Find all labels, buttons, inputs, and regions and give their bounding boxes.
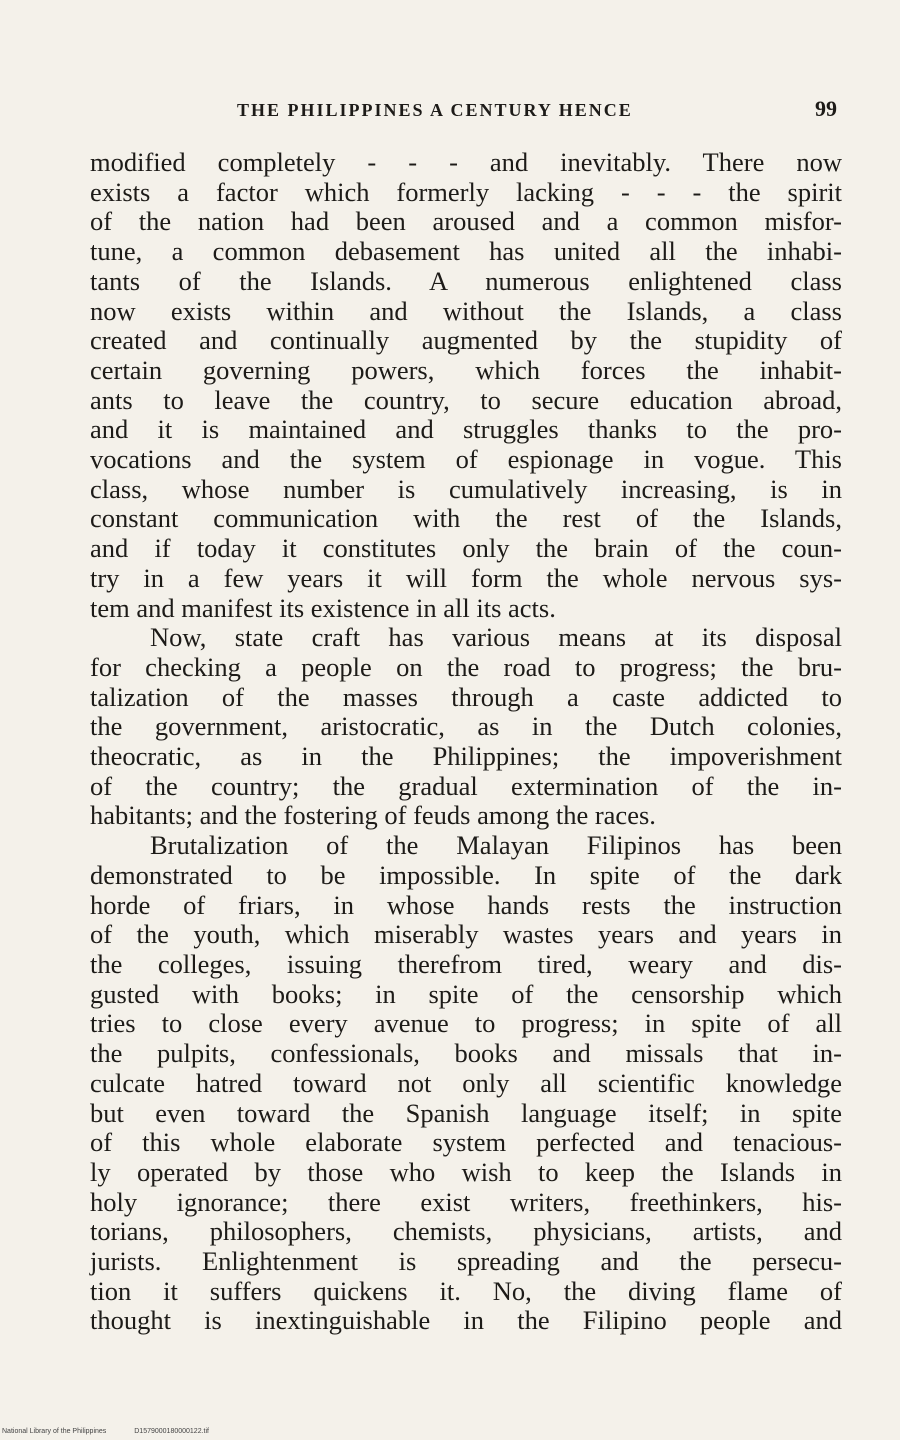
text-line: holy ignorance; there exist writers, freethinkers, his- bbox=[90, 1186, 842, 1217]
text-line: ly operated by those who wish to keep the Islands in bbox=[90, 1156, 842, 1187]
text-line: constant communication with the rest of the Islands, bbox=[90, 503, 842, 534]
text-line: tries to close every avenue to progress; in spite of all bbox=[90, 1008, 842, 1039]
text-line: vocations and the system of espionage in vogue. This bbox=[90, 444, 842, 475]
text-line: habitants; and the fostering of feuds among the races. bbox=[90, 800, 656, 831]
text-line: tion it suffers quickens it. No, the diving flame of bbox=[90, 1275, 842, 1306]
text-line: tem and manifest its existence in all its acts. bbox=[90, 592, 556, 623]
text-line: tune, a common debasement has united all the inhabi- bbox=[90, 236, 842, 267]
text-line: modified completely - - - and inevitably. There now bbox=[90, 147, 842, 177]
text-line: try in a few years it will form the whole nervous sys- bbox=[90, 562, 842, 593]
text-line: demonstrated to be impossible. In spite of the dark bbox=[90, 859, 842, 890]
text-line: tants of the Islands. A numerous enlightened class bbox=[90, 265, 842, 296]
text-line: talization of the masses through a caste addicted to bbox=[90, 681, 842, 712]
library-credit: National Library of the Philippines bbox=[2, 1428, 107, 1435]
text-line: for checking a people on the road to progress; the bru- bbox=[90, 651, 842, 682]
text-line: and it is maintained and struggles thanks to the pro- bbox=[90, 414, 842, 445]
text-line: of the nation had been aroused and a common misfor- bbox=[90, 206, 842, 237]
text-line: but even toward the Spanish language itself; in spite bbox=[90, 1097, 842, 1128]
running-header bbox=[92, 96, 852, 126]
text-line: class, whose number is cumulatively increasing, is in bbox=[90, 473, 842, 504]
text-line: the pulpits, confessionals, books and missals that in- bbox=[90, 1038, 842, 1069]
text-line: culcate hatred toward not only all scientific knowledge bbox=[90, 1067, 842, 1098]
body-text bbox=[90, 148, 842, 1336]
text-line: the colleges, issuing therefrom tired, weary and dis- bbox=[90, 948, 842, 979]
text-line: created and continually augmented by the stupidity of bbox=[90, 325, 842, 356]
running-title: THE PHILIPPINES A CENTURY HENCE bbox=[237, 100, 633, 120]
text-line: jurists. Enlightenment is spreading and the persecu- bbox=[90, 1246, 842, 1277]
text-line: gusted with books; in spite of the censorship which bbox=[90, 978, 842, 1009]
scan-identifier: D1579000180000122.tif bbox=[134, 1428, 209, 1435]
text-line: theocratic, as in the Philippines; the impoverishment bbox=[90, 741, 842, 772]
text-line: now exists within and without the Islands, a class bbox=[90, 295, 842, 326]
text-line: thought is inextinguishable in the Filipino people and bbox=[90, 1305, 842, 1336]
text-line: of this whole elaborate system perfected and tenacious- bbox=[90, 1127, 842, 1158]
text-line: Now, state craft has various means at its disposal bbox=[150, 622, 842, 653]
text-line: ants to leave the country, to secure education abroad, bbox=[90, 384, 842, 415]
text-line: certain governing powers, which forces the inhabit- bbox=[90, 354, 842, 385]
text-line: the government, aristocratic, as in the Dutch colonies, bbox=[90, 711, 842, 742]
text-line: of the country; the gradual extermination of the in- bbox=[90, 770, 842, 801]
text-line: horde of friars, in whose hands rests the instruction bbox=[90, 889, 842, 920]
page-number: 99 bbox=[815, 96, 837, 121]
text-line: Brutalization of the Malayan Filipinos has been bbox=[150, 830, 842, 861]
scan-footer bbox=[2, 1428, 235, 1435]
text-line: exists a factor which formerly lacking - - - the spirit bbox=[90, 176, 842, 207]
text-line: torians, philosophers, chemists, physicians, artists, and bbox=[90, 1216, 842, 1247]
text-line: and if today it constitutes only the brain of the coun- bbox=[90, 533, 842, 564]
text-line: of the youth, which miserably wastes years and years in bbox=[90, 919, 842, 950]
